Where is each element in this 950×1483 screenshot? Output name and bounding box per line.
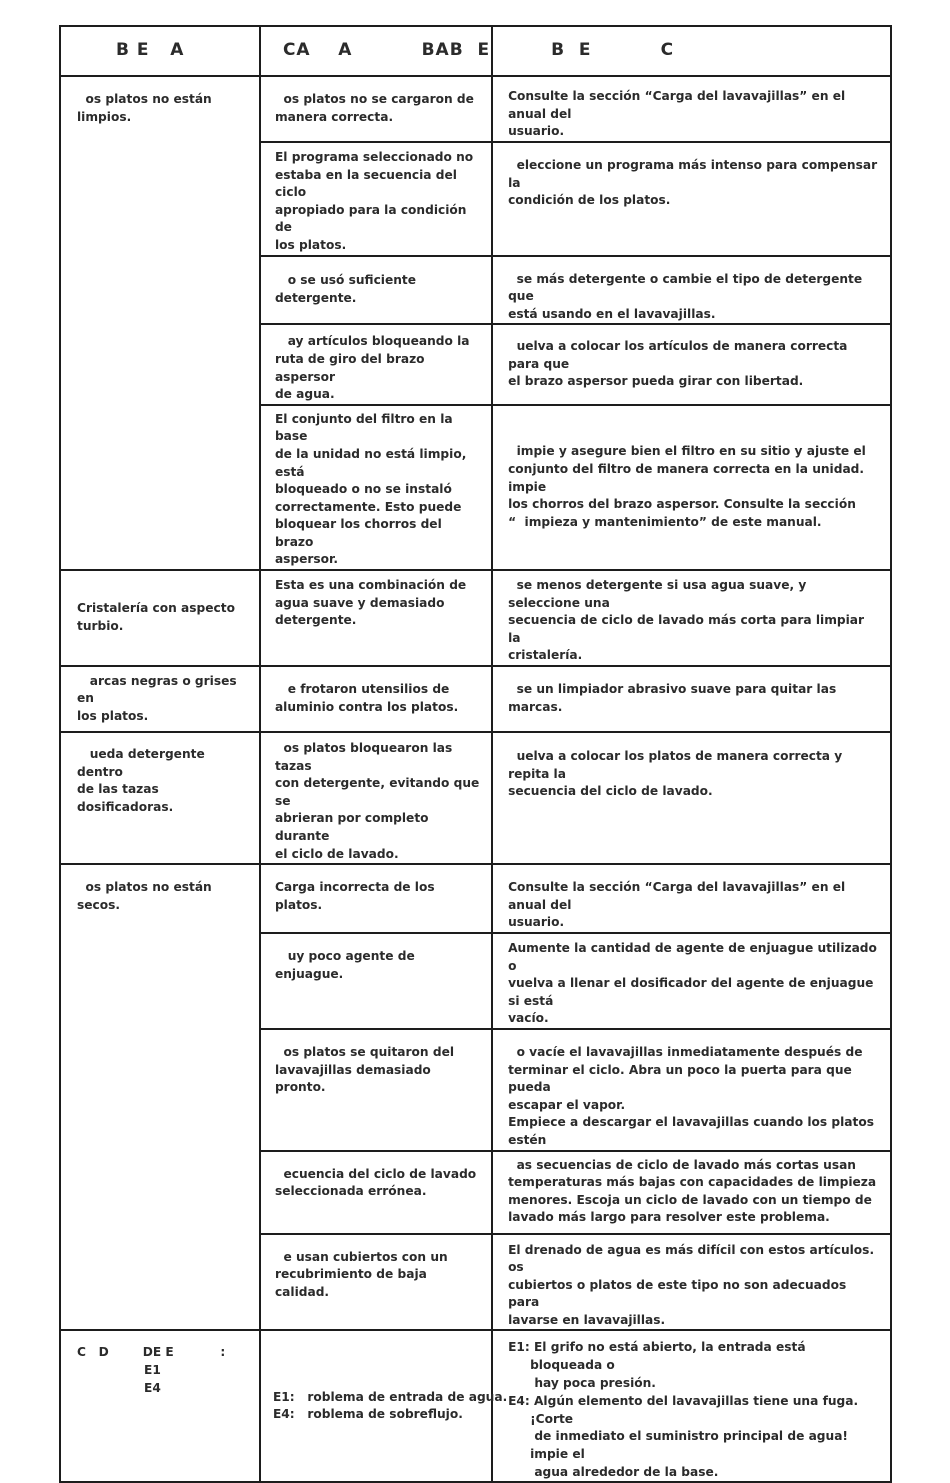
solution-cell: as secuencias de ciclo de lavado más cortas usan temperaturas más bajas con capacidades de limpieza menores. Escoja un ciclo de lavado con un tiempo de lavado más largo para resolver este problema. <box>492 1151 891 1234</box>
error-code-e4: E4 <box>144 1380 161 1395</box>
solution-cell: o vacíe el lavavajillas inmediatamente después de terminar el ciclo. Abra un poco la puerta para que pueda escapar el vapor. Empiece a descargar el lavavajillas cuando los platos estén <box>492 1029 891 1151</box>
error-solution-e4: E4: Algún elemento del lavavajillas tiene una fuga. ¡Corte de inmediato el suministro principal de agua! impie el agua alrededor de la base. <box>508 1394 859 1479</box>
error-cause-e4: E4: roblema de sobreflujo. <box>272 1407 463 1422</box>
problem-cell: ueda detergente dentro de las tazas dosificadoras. <box>60 732 260 864</box>
solution-cell: Aumente la cantidad de agente de enjuague utilizado o vuelva a llenar el dosificador del agente de enjuague si está vacío. <box>492 933 891 1029</box>
cause-cell: uy poco agente de enjuague. <box>260 933 492 1029</box>
cause-cell: Carga incorrecta de los platos. <box>260 864 492 933</box>
problem-cell: Cristalería con aspecto turbio. <box>60 570 260 666</box>
error-solutions-cell <box>492 1330 891 1482</box>
solution-cell: se más detergente o cambie el tipo de detergente que está usando en el lavavajillas. <box>492 256 891 325</box>
table-row <box>60 570 891 666</box>
solution-cell: El drenado de agua es más difícil con estos artículos. os cubiertos o platos de este tipo no son adecuados para lavarse en lavavajillas. <box>492 1234 891 1331</box>
cause-cell: os platos no se cargaron de manera correcta. <box>260 76 492 142</box>
cause-cell: os platos bloquearon las tazas con detergente, evitando que se abrieran por completo durante el ciclo de lavado. <box>260 732 492 864</box>
cause-cell: Esta es una combinación de agua suave y demasiado detergente. <box>260 570 492 666</box>
cause-cell: ecuencia del ciclo de lavado seleccionada errónea. <box>260 1151 492 1234</box>
table-row <box>60 666 891 732</box>
error-solution-e1: E1: El grifo no está abierto, la entrada está bloqueada o hay poca presión. <box>508 1340 806 1390</box>
error-code-list <box>61 1362 259 1397</box>
error-codes-row <box>60 1330 891 1482</box>
error-codes-cell <box>60 1330 260 1482</box>
cause-cell: El conjunto del filtro en la base de la unidad no está limpio, está bloqueado o no se instaló correctamente. Esto puede bloquear los chorros del brazo aspersor. <box>260 405 492 570</box>
error-cause-e1: E1: roblema de entrada de agua. <box>272 1389 508 1404</box>
problem-cell: os platos no están secos. <box>60 864 260 1330</box>
table-row <box>60 732 891 864</box>
table-row <box>60 864 891 933</box>
header-row <box>60 26 891 76</box>
problem-cell: os platos no están limpios. <box>60 76 260 570</box>
troubleshooting-page <box>59 25 892 1483</box>
error-codes-title: C D DE E : <box>77 1345 226 1360</box>
solution-cell: se menos detergente si usa agua suave, y seleccione una secuencia de ciclo de lavado más corta para limpiar la cristalería. <box>492 570 891 666</box>
table-row <box>60 76 891 142</box>
solution-cell: uelva a colocar los artículos de manera correcta para que el brazo aspersor pueda girar con libertad. <box>492 324 891 404</box>
cause-cell: os platos se quitaron del lavavajillas demasiado pronto. <box>260 1029 492 1151</box>
solution-cell: se un limpiador abrasivo suave para quitar las marcas. <box>492 666 891 732</box>
cause-cell: El programa seleccionado no estaba en la secuencia del ciclo apropiado para la condición de los platos. <box>260 142 492 256</box>
solution-cell: uelva a colocar los platos de manera correcta y repita la secuencia del ciclo de lavado. <box>492 732 891 864</box>
cause-cell: ay artículos bloqueando la ruta de giro del brazo aspersor de agua. <box>260 324 492 404</box>
solution-cell: eleccione un programa más intenso para compensar la condición de los platos. <box>492 142 891 256</box>
cause-cell: o se usó suficiente detergente. <box>260 256 492 325</box>
cause-cell: e usan cubiertos con un recubrimiento de baja calidad. <box>260 1234 492 1331</box>
troubleshooting-table <box>59 25 892 1483</box>
header-problem: B E A <box>60 26 260 76</box>
header-cause: CA A BAB E <box>260 26 492 76</box>
solution-cell: impie y asegure bien el filtro en su sitio y ajuste el conjunto del filtro de manera correcta en la unidad. impie los chorros del brazo aspersor. Consulte la sección “ impieza y mantenimiento” de este manual. <box>492 405 891 570</box>
header-solution: B E C <box>492 26 891 76</box>
cause-cell: e frotaron utensilios de aluminio contra los platos. <box>260 666 492 732</box>
error-causes-cell <box>260 1330 508 1482</box>
problem-cell: arcas negras o grises en los platos. <box>60 666 260 732</box>
solution-cell: Consulte la sección “Carga del lavavajillas” en el anual del usuario. <box>492 864 891 933</box>
solution-cell: Consulte la sección “Carga del lavavajillas” en el anual del usuario. <box>492 76 891 142</box>
error-code-e1: E1 <box>144 1363 161 1378</box>
